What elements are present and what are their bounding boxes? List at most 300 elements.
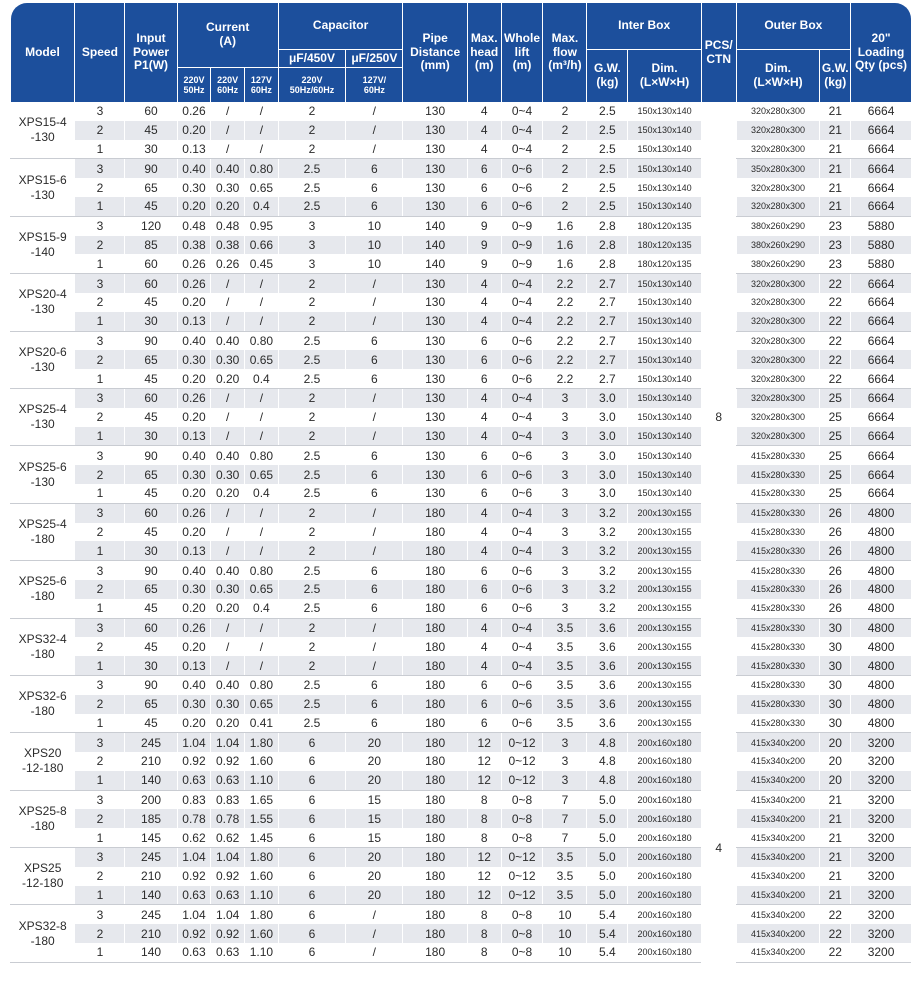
- current-220v-60hz-cell: /: [211, 293, 245, 312]
- speed-cell: 2: [75, 408, 125, 427]
- cap-450v-cell: 6: [278, 752, 345, 771]
- outer-gw-cell: 21: [820, 867, 851, 886]
- current-220v-60hz-cell: 0.40: [211, 331, 245, 350]
- cap-450v-cell: 2.5: [278, 561, 345, 580]
- speed-cell: 3: [75, 675, 125, 694]
- table-row: [11, 905, 911, 924]
- speed-cell: 3: [75, 102, 125, 121]
- current-220v-60hz-cell: /: [211, 637, 245, 656]
- max-flow-cell: 3.5: [543, 886, 587, 905]
- cap-450v-cell: 2.5: [278, 446, 345, 465]
- pipe-distance-cell: 130: [403, 159, 467, 178]
- input-power-cell: 60: [125, 102, 177, 121]
- outer-gw-cell: 21: [820, 121, 851, 140]
- outer-gw-cell: 21: [820, 102, 851, 121]
- current-220v-50hz-cell: 0.92: [177, 752, 211, 771]
- outer-gw-cell: 21: [820, 178, 851, 197]
- max-head-cell: 9: [467, 236, 501, 255]
- cap-450v-cell: 3: [278, 216, 345, 235]
- current-220v-50hz-cell: 0.78: [177, 809, 211, 828]
- whole-lift-cell: 0~6: [501, 695, 543, 714]
- max-head-cell: 6: [467, 675, 501, 694]
- cap-450v-cell: 2.5: [278, 369, 345, 388]
- inter-dim-cell: 200x160x180: [628, 771, 702, 790]
- current-220v-50hz-cell: 0.40: [177, 159, 211, 178]
- current-127v-60hz-cell: 1.60: [245, 867, 279, 886]
- current-220v-50hz-cell: 0.26: [177, 254, 211, 273]
- inter-gw-cell: 3.0: [587, 388, 628, 407]
- max-flow-cell: 3: [543, 523, 587, 542]
- pipe-distance-cell: 130: [403, 388, 467, 407]
- inter-dim-cell: 200x130x155: [628, 599, 702, 618]
- model-cell: [11, 618, 75, 675]
- max-flow-cell: 3: [543, 503, 587, 522]
- cap-450v-cell: 2: [278, 102, 345, 121]
- outer-dim-cell: 415x340x200: [736, 886, 820, 905]
- inter-gw-cell: 3.6: [587, 714, 628, 733]
- pipe-distance-cell: 130: [403, 140, 467, 159]
- input-power-cell: 185: [125, 809, 177, 828]
- loading-qty-cell: 6664: [851, 102, 911, 121]
- cap-250v-cell: /: [346, 943, 403, 962]
- current-220v-50hz-cell: 0.13: [177, 656, 211, 675]
- max-flow-cell: 3: [543, 446, 587, 465]
- inter-dim-cell: 200x130x155: [628, 656, 702, 675]
- loading-qty-cell: 3200: [851, 828, 911, 847]
- current-220v-50hz-cell: 0.48: [177, 216, 211, 235]
- loading-qty-cell: 3200: [851, 867, 911, 886]
- model-name-line: XPS15-6: [18, 172, 67, 187]
- outer-dim-cell: 380x260x290: [736, 216, 820, 235]
- pipe-distance-cell: 130: [403, 484, 467, 503]
- current-220v-50hz-cell: 0.13: [177, 312, 211, 331]
- current-127v-60hz-cell: 0.95: [245, 216, 279, 235]
- max-flow-cell: 3: [543, 561, 587, 580]
- header-outer-gw: G.W. (kg): [820, 50, 851, 103]
- table-row: [11, 312, 911, 331]
- loading-qty-cell: 3200: [851, 886, 911, 905]
- whole-lift-cell: 0~12: [501, 752, 543, 771]
- inter-dim-cell: 200x160x180: [628, 943, 702, 962]
- inter-dim-cell: 150x130x140: [628, 140, 702, 159]
- cap-250v-cell: 6: [346, 178, 403, 197]
- input-power-cell: 45: [125, 599, 177, 618]
- max-flow-cell: 3: [543, 408, 587, 427]
- max-flow-cell: 3.5: [543, 848, 587, 867]
- outer-dim-cell: 415x280x330: [736, 541, 820, 560]
- max-flow-cell: 2.2: [543, 274, 587, 293]
- speed-cell: 2: [75, 121, 125, 140]
- max-head-cell: 9: [467, 216, 501, 235]
- pipe-distance-cell: 180: [403, 599, 467, 618]
- whole-lift-cell: 0~6: [501, 178, 543, 197]
- max-head-cell: 6: [467, 197, 501, 216]
- outer-dim-cell: 415x280x330: [736, 656, 820, 675]
- speed-cell: 1: [75, 714, 125, 733]
- cap-450v-cell: 2.5: [278, 465, 345, 484]
- max-flow-cell: 3.5: [543, 714, 587, 733]
- inter-gw-cell: 5.0: [587, 867, 628, 886]
- current-127v-60hz-cell: 1.10: [245, 943, 279, 962]
- input-power-cell: 140: [125, 886, 177, 905]
- outer-dim-cell: 415x340x200: [736, 828, 820, 847]
- whole-lift-cell: 0~4: [501, 388, 543, 407]
- table-row: [11, 752, 911, 771]
- max-flow-cell: 2: [543, 178, 587, 197]
- current-220v-60hz-cell: 0.62: [211, 828, 245, 847]
- input-power-cell: 45: [125, 369, 177, 388]
- cap-250v-cell: 10: [346, 254, 403, 273]
- max-head-cell: 8: [467, 905, 501, 924]
- outer-dim-cell: 320x280x300: [736, 121, 820, 140]
- cap-450v-cell: 2.5: [278, 350, 345, 369]
- outer-dim-cell: 415x340x200: [736, 809, 820, 828]
- inter-gw-cell: 5.0: [587, 790, 628, 809]
- table-row: [11, 274, 911, 293]
- max-head-cell: 12: [467, 848, 501, 867]
- table-row: [11, 369, 911, 388]
- pipe-distance-cell: 130: [403, 121, 467, 140]
- inter-dim-cell: 200x130x155: [628, 580, 702, 599]
- max-flow-cell: 2: [543, 140, 587, 159]
- cap-250v-cell: /: [346, 523, 403, 542]
- cap-250v-cell: 6: [346, 159, 403, 178]
- current-127v-60hz-cell: 0.80: [245, 561, 279, 580]
- whole-lift-cell: 0~9: [501, 254, 543, 273]
- loading-qty-cell: 6664: [851, 331, 911, 350]
- table-row: [11, 254, 911, 273]
- current-220v-60hz-cell: /: [211, 140, 245, 159]
- model-name-line: -180: [30, 531, 55, 546]
- table-row: [11, 102, 911, 121]
- loading-qty-cell: 6664: [851, 274, 911, 293]
- cap-250v-cell: 20: [346, 771, 403, 790]
- cap-450v-cell: 2.5: [278, 178, 345, 197]
- max-flow-cell: 3: [543, 484, 587, 503]
- table-row: [11, 714, 911, 733]
- cap-250v-cell: /: [346, 293, 403, 312]
- cap-450v-cell: 6: [278, 886, 345, 905]
- loading-qty-cell: 6664: [851, 427, 911, 446]
- cap-250v-cell: 6: [346, 484, 403, 503]
- max-flow-cell: 3: [543, 771, 587, 790]
- inter-dim-cell: 150x130x140: [628, 293, 702, 312]
- inter-dim-cell: 150x130x140: [628, 446, 702, 465]
- loading-qty-cell: 5880: [851, 236, 911, 255]
- current-220v-50hz-cell: 0.40: [177, 331, 211, 350]
- speed-cell: 1: [75, 484, 125, 503]
- outer-gw-cell: 26: [820, 561, 851, 580]
- outer-dim-cell: 415x340x200: [736, 848, 820, 867]
- max-flow-cell: 2: [543, 159, 587, 178]
- header-current: Current (A): [177, 3, 278, 68]
- max-flow-cell: 2.2: [543, 369, 587, 388]
- current-127v-60hz-cell: 1.55: [245, 809, 279, 828]
- outer-dim-cell: 380x260x290: [736, 254, 820, 273]
- outer-gw-cell: 25: [820, 408, 851, 427]
- model-name-line: -12-180: [22, 876, 64, 891]
- outer-gw-cell: 22: [820, 943, 851, 962]
- model-cell: [11, 331, 75, 388]
- current-127v-60hz-cell: 0.4: [245, 197, 279, 216]
- current-127v-60hz-cell: /: [245, 523, 279, 542]
- model-name-line: XPS32-4: [18, 631, 67, 646]
- speed-cell: 3: [75, 618, 125, 637]
- inter-gw-cell: 5.0: [587, 809, 628, 828]
- max-flow-cell: 2.2: [543, 312, 587, 331]
- pipe-distance-cell: 180: [403, 752, 467, 771]
- inter-dim-cell: 150x130x140: [628, 178, 702, 197]
- cap-250v-cell: /: [346, 274, 403, 293]
- inter-gw-cell: 3.2: [587, 503, 628, 522]
- outer-dim-cell: 415x280x330: [736, 503, 820, 522]
- current-220v-60hz-cell: 0.63: [211, 771, 245, 790]
- loading-qty-cell: 6664: [851, 465, 911, 484]
- current-220v-50hz-cell: 0.40: [177, 675, 211, 694]
- model-cell: [11, 446, 75, 503]
- table-row: [11, 523, 911, 542]
- current-220v-60hz-cell: 0.20: [211, 484, 245, 503]
- loading-qty-cell: 4800: [851, 599, 911, 618]
- loading-qty-cell: 4800: [851, 561, 911, 580]
- inter-gw-cell: 4.8: [587, 752, 628, 771]
- current-220v-60hz-cell: 0.40: [211, 675, 245, 694]
- current-127v-60hz-cell: 0.41: [245, 714, 279, 733]
- cap-450v-cell: 6: [278, 924, 345, 943]
- inter-dim-cell: 200x130x155: [628, 503, 702, 522]
- max-head-cell: 6: [467, 350, 501, 369]
- loading-qty-cell: 3200: [851, 924, 911, 943]
- input-power-cell: 65: [125, 580, 177, 599]
- speed-cell: 1: [75, 828, 125, 847]
- table-row: [11, 848, 911, 867]
- max-head-cell: 8: [467, 924, 501, 943]
- whole-lift-cell: 0~4: [501, 541, 543, 560]
- cap-250v-cell: /: [346, 408, 403, 427]
- inter-gw-cell: 2.7: [587, 274, 628, 293]
- model-name-line: -130: [30, 302, 55, 317]
- inter-dim-cell: 200x160x180: [628, 867, 702, 886]
- current-220v-60hz-cell: /: [211, 656, 245, 675]
- header-inter-gw: G.W. (kg): [587, 50, 628, 103]
- input-power-cell: 140: [125, 943, 177, 962]
- outer-gw-cell: 22: [820, 905, 851, 924]
- model-name-line: -140: [30, 244, 55, 259]
- pipe-distance-cell: 180: [403, 561, 467, 580]
- model-name-line: XPS15-4: [18, 115, 67, 130]
- whole-lift-cell: 0~4: [501, 293, 543, 312]
- outer-dim-cell: 380x260x290: [736, 236, 820, 255]
- whole-lift-cell: 0~12: [501, 848, 543, 867]
- input-power-cell: 140: [125, 771, 177, 790]
- max-flow-cell: 3.5: [543, 637, 587, 656]
- outer-gw-cell: 26: [820, 599, 851, 618]
- inter-gw-cell: 3.2: [587, 523, 628, 542]
- model-name-line: XPS25-6: [18, 459, 67, 474]
- inter-gw-cell: 4.8: [587, 733, 628, 752]
- loading-qty-cell: 4800: [851, 714, 911, 733]
- input-power-cell: 65: [125, 178, 177, 197]
- model-name-line: -130: [30, 359, 55, 374]
- pcs-ctn-cell: 4: [701, 733, 736, 963]
- inter-dim-cell: 200x160x180: [628, 790, 702, 809]
- cap-450v-cell: 2: [278, 541, 345, 560]
- loading-qty-cell: 3200: [851, 848, 911, 867]
- cap-450v-cell: 2: [278, 408, 345, 427]
- outer-gw-cell: 25: [820, 465, 851, 484]
- inter-gw-cell: 3.2: [587, 561, 628, 580]
- loading-qty-cell: 6664: [851, 350, 911, 369]
- inter-gw-cell: 2.5: [587, 159, 628, 178]
- current-220v-60hz-cell: 1.04: [211, 905, 245, 924]
- speed-cell: 3: [75, 446, 125, 465]
- cap-250v-cell: /: [346, 102, 403, 121]
- model-cell: [11, 503, 75, 560]
- cap-250v-cell: /: [346, 905, 403, 924]
- max-head-cell: 6: [467, 369, 501, 388]
- whole-lift-cell: 0~4: [501, 523, 543, 542]
- speed-cell: 2: [75, 752, 125, 771]
- max-flow-cell: 2: [543, 121, 587, 140]
- loading-qty-cell: 6664: [851, 140, 911, 159]
- pipe-distance-cell: 180: [403, 695, 467, 714]
- inter-dim-cell: 150x130x140: [628, 121, 702, 140]
- speed-cell: 1: [75, 369, 125, 388]
- input-power-cell: 85: [125, 236, 177, 255]
- max-head-cell: 4: [467, 102, 501, 121]
- input-power-cell: 65: [125, 695, 177, 714]
- current-220v-50hz-cell: 0.13: [177, 541, 211, 560]
- max-flow-cell: 10: [543, 943, 587, 962]
- current-220v-50hz-cell: 0.20: [177, 197, 211, 216]
- max-flow-cell: 10: [543, 905, 587, 924]
- loading-qty-cell: 4800: [851, 503, 911, 522]
- model-name-line: XPS25-4: [18, 402, 67, 417]
- max-head-cell: 8: [467, 828, 501, 847]
- inter-gw-cell: 2.7: [587, 369, 628, 388]
- table-row: [11, 293, 911, 312]
- outer-gw-cell: 20: [820, 771, 851, 790]
- whole-lift-cell: 0~8: [501, 828, 543, 847]
- input-power-cell: 90: [125, 446, 177, 465]
- table-row: [11, 695, 911, 714]
- cap-450v-cell: 6: [278, 867, 345, 886]
- cap-250v-cell: /: [346, 427, 403, 446]
- current-220v-50hz-cell: 0.20: [177, 637, 211, 656]
- model-name-line: -180: [30, 646, 55, 661]
- loading-qty-cell: 6664: [851, 388, 911, 407]
- current-220v-60hz-cell: 0.30: [211, 695, 245, 714]
- current-220v-60hz-cell: /: [211, 102, 245, 121]
- max-flow-cell: 3: [543, 388, 587, 407]
- pipe-distance-cell: 180: [403, 541, 467, 560]
- speed-cell: 2: [75, 236, 125, 255]
- whole-lift-cell: 0~6: [501, 675, 543, 694]
- input-power-cell: 45: [125, 523, 177, 542]
- pipe-distance-cell: 180: [403, 714, 467, 733]
- speed-cell: 3: [75, 848, 125, 867]
- inter-dim-cell: 150x130x140: [628, 350, 702, 369]
- inter-dim-cell: 180x120x135: [628, 254, 702, 273]
- outer-gw-cell: 26: [820, 503, 851, 522]
- outer-gw-cell: 22: [820, 350, 851, 369]
- whole-lift-cell: 0~8: [501, 924, 543, 943]
- current-220v-50hz-cell: 0.20: [177, 293, 211, 312]
- max-head-cell: 12: [467, 733, 501, 752]
- spec-table-container: [10, 3, 911, 963]
- table-row: [11, 943, 911, 962]
- whole-lift-cell: 0~6: [501, 446, 543, 465]
- current-127v-60hz-cell: 0.45: [245, 254, 279, 273]
- input-power-cell: 210: [125, 924, 177, 943]
- outer-gw-cell: 22: [820, 293, 851, 312]
- table-row: [11, 675, 911, 694]
- max-head-cell: 4: [467, 618, 501, 637]
- pipe-distance-cell: 180: [403, 503, 467, 522]
- current-127v-60hz-cell: 0.66: [245, 236, 279, 255]
- current-220v-50hz-cell: 0.20: [177, 121, 211, 140]
- speed-cell: 3: [75, 331, 125, 350]
- table-row: [11, 121, 911, 140]
- inter-dim-cell: 150x130x140: [628, 369, 702, 388]
- whole-lift-cell: 0~4: [501, 121, 543, 140]
- input-power-cell: 45: [125, 408, 177, 427]
- outer-dim-cell: 415x280x330: [736, 695, 820, 714]
- current-220v-60hz-cell: 0.26: [211, 254, 245, 273]
- table-row: [11, 790, 911, 809]
- outer-dim-cell: 320x280x300: [736, 274, 820, 293]
- max-flow-cell: 3: [543, 465, 587, 484]
- max-flow-cell: 3.5: [543, 867, 587, 886]
- cap-450v-cell: 6: [278, 771, 345, 790]
- inter-gw-cell: 2.5: [587, 197, 628, 216]
- max-head-cell: 4: [467, 427, 501, 446]
- cap-450v-cell: 6: [278, 733, 345, 752]
- inter-gw-cell: 2.8: [587, 236, 628, 255]
- cap-250v-cell: /: [346, 924, 403, 943]
- speed-cell: 2: [75, 867, 125, 886]
- loading-qty-cell: 4800: [851, 656, 911, 675]
- cap-250v-cell: 10: [346, 236, 403, 255]
- loading-qty-cell: 3200: [851, 790, 911, 809]
- cap-450v-cell: 2.5: [278, 714, 345, 733]
- outer-gw-cell: 25: [820, 484, 851, 503]
- loading-qty-cell: 6664: [851, 121, 911, 140]
- cap-450v-cell: 2.5: [278, 159, 345, 178]
- input-power-cell: 30: [125, 656, 177, 675]
- current-220v-60hz-cell: 0.20: [211, 197, 245, 216]
- current-127v-60hz-cell: /: [245, 121, 279, 140]
- table-row: [11, 580, 911, 599]
- inter-gw-cell: 3.2: [587, 599, 628, 618]
- inter-dim-cell: 150x130x140: [628, 427, 702, 446]
- whole-lift-cell: 0~4: [501, 312, 543, 331]
- cap-250v-cell: 20: [346, 848, 403, 867]
- outer-dim-cell: 320x280x300: [736, 369, 820, 388]
- max-flow-cell: 3: [543, 427, 587, 446]
- current-127v-60hz-cell: 1.80: [245, 848, 279, 867]
- outer-dim-cell: 320x280x300: [736, 140, 820, 159]
- cap-450v-cell: 2: [278, 293, 345, 312]
- input-power-cell: 90: [125, 159, 177, 178]
- inter-dim-cell: 200x130x155: [628, 618, 702, 637]
- pipe-distance-cell: 130: [403, 369, 467, 388]
- outer-gw-cell: 22: [820, 312, 851, 331]
- model-name-line: -130: [30, 417, 55, 432]
- current-220v-60hz-cell: 0.30: [211, 465, 245, 484]
- cap-250v-cell: 6: [346, 350, 403, 369]
- model-name-line: -180: [30, 589, 55, 604]
